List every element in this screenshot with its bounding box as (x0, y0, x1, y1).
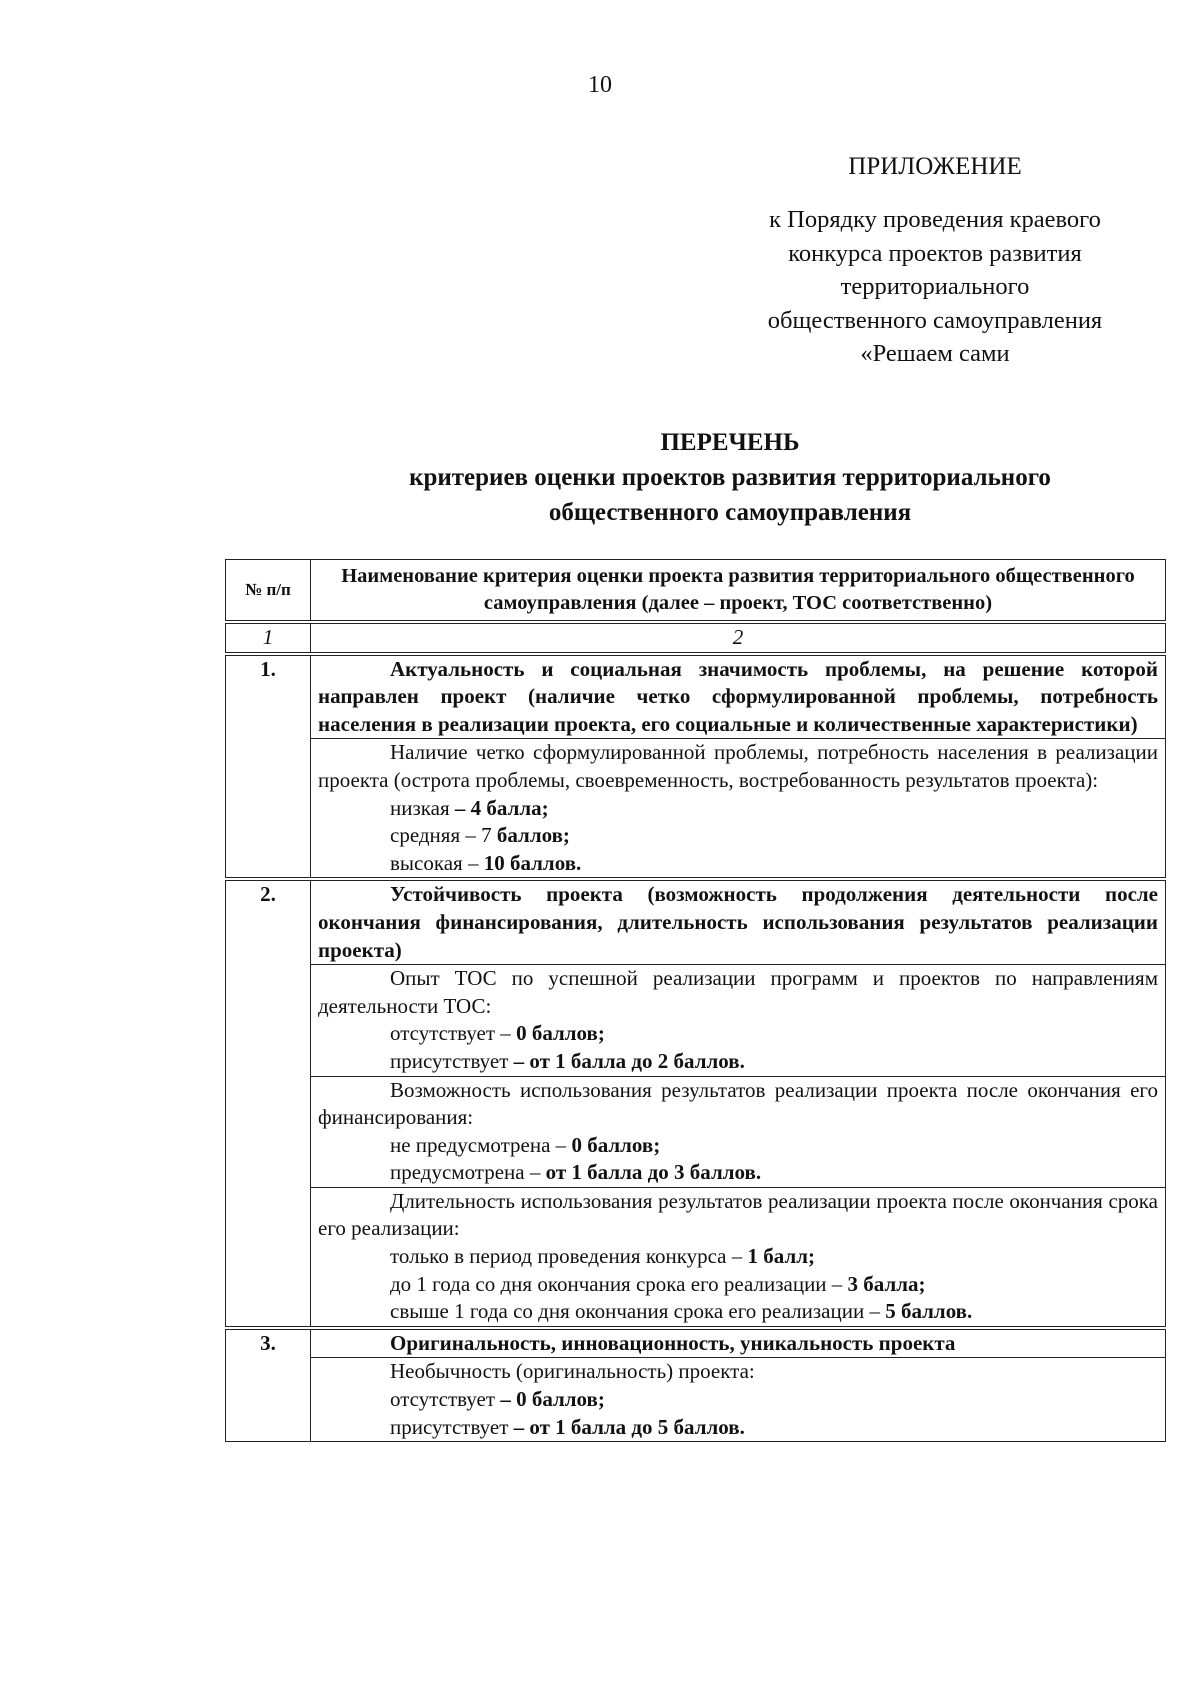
option-label: присутствует (390, 1048, 514, 1073)
option-score: 5 баллов. (885, 1299, 973, 1324)
option-label: не предусмотрена – (390, 1132, 572, 1157)
option-score: 3 балла; (847, 1271, 926, 1296)
section-number: 3. (226, 1328, 311, 1442)
table-row (226, 1328, 1166, 1358)
appendix-title: ПРИЛОЖЕНИЕ (848, 153, 1022, 180)
page-number: 10 (588, 72, 612, 98)
criterion-item (311, 1358, 1166, 1442)
option-score: баллов; (496, 823, 570, 848)
option-label: отсутствует – (390, 1021, 517, 1046)
section-number: 2. (226, 879, 311, 1328)
option-score: 1 балл; (747, 1244, 816, 1269)
header-name: Наименование критерия оценки проекта развития территориального общественного самоуправления (далее – проект, ТОС соответственно) (311, 560, 1166, 623)
score-option (318, 822, 1158, 850)
heading-subtitle-line: критериев оценки проектов развития территориального (409, 464, 1051, 491)
score-option (318, 1414, 1158, 1442)
appendix-ref-line: конкурса проектов развития (788, 239, 1082, 267)
index-col-2: 2 (311, 622, 1166, 654)
table-row (226, 1187, 1166, 1327)
heading-title: ПЕРЕЧЕНЬ (660, 429, 800, 456)
option-score: – 4 балла; (454, 795, 549, 820)
score-option (318, 1386, 1158, 1414)
score-option (318, 1298, 1158, 1326)
score-option (318, 795, 1158, 823)
criterion-item (311, 1076, 1166, 1187)
score-option (318, 1271, 1158, 1299)
option-label: отсутствует (390, 1387, 501, 1412)
criterion-text: Необычность (оригинальность) проекта: (390, 1359, 755, 1384)
option-label: средняя – 7 (390, 823, 497, 848)
table-header-row (226, 560, 1166, 623)
option-label: до 1 года со дня окончания срока его реализации – (390, 1271, 848, 1296)
option-score: 0 баллов; (516, 1021, 605, 1046)
table-row (226, 654, 1166, 739)
table-row (226, 1076, 1166, 1187)
heading-subtitle-line: общественного самоуправления (548, 499, 912, 526)
criterion-item (311, 1187, 1166, 1327)
appendix-ref-line: к Порядку проведения краевого (769, 206, 1101, 233)
criterion-item (311, 965, 1166, 1076)
criterion-title: Оригинальность, инновационность, уникальность проекта (311, 1328, 1166, 1358)
criterion-text: Длительность использования результатов реализации проекта после окончания срока его реализации: (318, 1188, 1158, 1241)
appendix-ref-line: «Решаем сами (860, 340, 1010, 367)
table-row (226, 739, 1166, 879)
option-label: только в период проведения конкурса – (390, 1244, 748, 1269)
header-num: № п/п (226, 560, 311, 623)
option-label: свыше 1 года со дня окончания срока его реализации – (390, 1299, 886, 1324)
score-option (318, 1020, 1158, 1048)
table-row (226, 1358, 1166, 1442)
option-label: высокая – (390, 850, 484, 875)
section-number: 1. (226, 654, 311, 880)
criterion-item (311, 739, 1166, 879)
score-option (318, 850, 1158, 878)
score-option (318, 1159, 1158, 1187)
option-score: – от 1 балла до 2 баллов. (513, 1048, 745, 1073)
criteria-table (225, 559, 1166, 1442)
appendix-ref-line: общественного самоуправления (767, 306, 1103, 334)
option-label: низкая (390, 795, 455, 820)
option-score: – 0 баллов; (500, 1387, 605, 1412)
criterion-text: Возможность использования результатов реализации проекта после окончания его финансирования: (318, 1077, 1158, 1130)
criterion-title: Актуальность и социальная значимость проблемы, на решение которой направлен проект (наличие четко сформулированной проблемы, потребность населения в реализации проекта, его социальные и количественные характеристики) (311, 654, 1166, 739)
option-label: присутствует (390, 1414, 514, 1439)
table-row (226, 879, 1166, 964)
option-label: предусмотрена – (390, 1160, 546, 1185)
index-row (226, 622, 1166, 654)
score-option (318, 1243, 1158, 1271)
criterion-title: Устойчивость проекта (возможность продолжения деятельности после окончания финансирования, длительность использования результатов реализации проекта) (311, 879, 1166, 964)
criterion-text: Наличие четко сформулированной проблемы, потребность населения в реализации проекта (острота проблемы, своевременность, востребованность результатов проекта): (318, 740, 1158, 792)
document-heading (330, 425, 1130, 530)
score-option (318, 1048, 1158, 1076)
option-score: 0 баллов; (571, 1132, 661, 1157)
appendix-ref-line: территориального (840, 273, 1030, 300)
table-row (226, 965, 1166, 1076)
appendix-reference (740, 203, 1130, 371)
option-score: – от 1 балла до 5 баллов. (513, 1414, 745, 1439)
option-score: 10 баллов. (483, 850, 582, 875)
criterion-text: Опыт ТОС по успешной реализации программ и проектов по направлениям деятельности ТОС: (318, 966, 1158, 1018)
index-col-1: 1 (226, 622, 311, 654)
option-score: от 1 балла до 3 баллов. (545, 1160, 762, 1185)
score-option (318, 1132, 1158, 1160)
